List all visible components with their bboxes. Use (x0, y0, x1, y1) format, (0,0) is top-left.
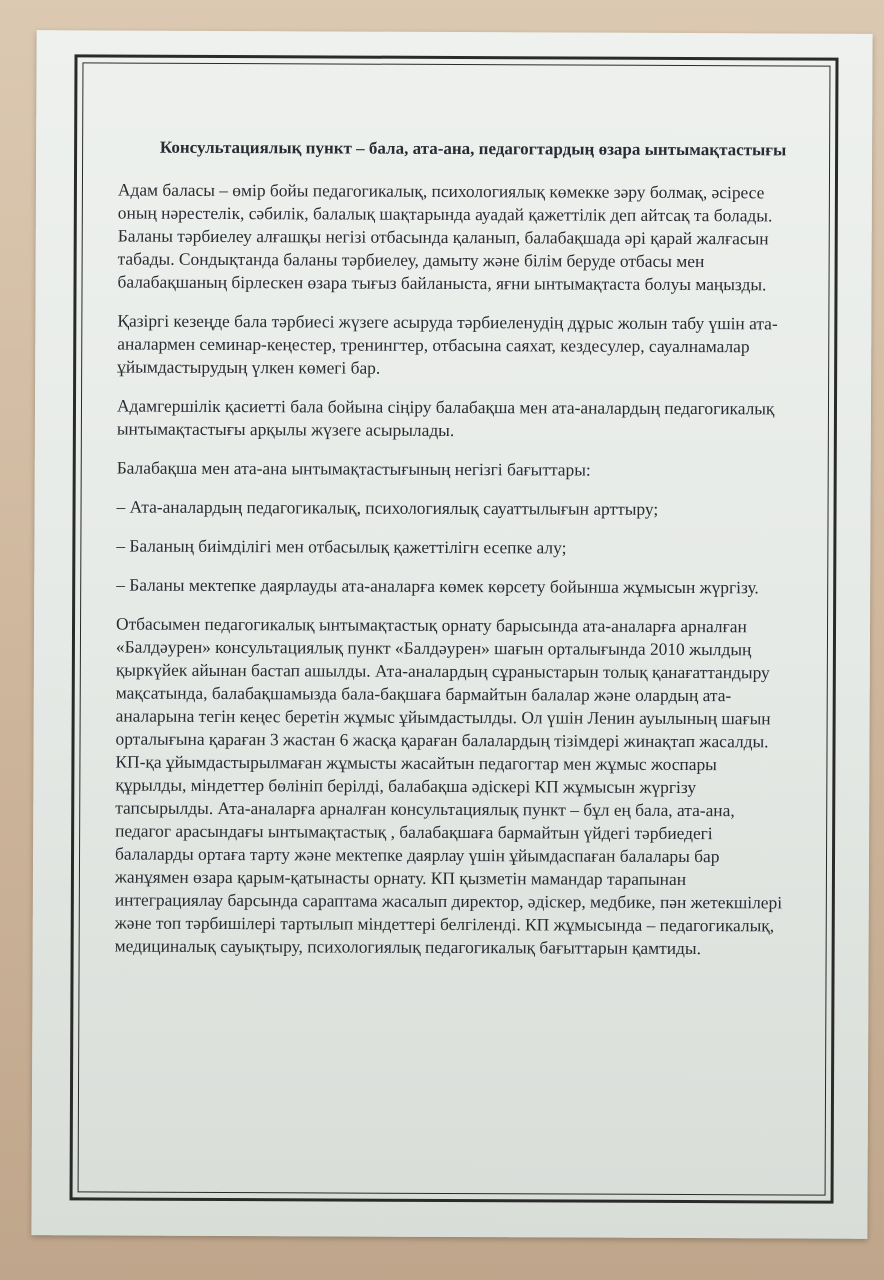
list-item: – Баланың биімділігі мен отбасылық қажеттілігн есепке алу; (116, 535, 567, 558)
paragraph-intro: Адам баласы – өмір бойы педагогикалық, психологиялық көмекке зәру болмақ, әсіресе оның нәрестелік, сәбилік, балалық шақтарында ауадай қажеттілік деп айтсақ та болады. Баланы тәрбиелеу алғашқы негізі отбасында қаланып, балабақшада әрі қарай жалғасын табады. Сондықтанда баланы тәрбиелеу, дамыту және білім беруде отбасы мен балабақшаның бірлескен өзара тығыз байланыста, яғни ынтымақтаста болуы маңызды. (117, 179, 773, 295)
paragraph-directions-heading: Балабақша мен ата-ана ынтымақтастығының негізгі бағыттары: (116, 457, 591, 480)
list-item: – Ата-аналардың педагогикалық, психологиялық сауаттылығын арттыру; (116, 496, 659, 519)
paragraph-consultation-point: Отбасымен педагогикалық ынтымақтастық орнату барысында ата-аналарға арналған «Балдәурен» консультациялық пункт «Балдәурен» шағын орталығында 2010 жылдың қыркүйек айынан бастап ашылды. Ата-аналардың сұраныстарын толық қанағаттандыру мақсатында, балабақшамызда бала-бақшаға бармайтын балалар және олардың ата-аналарына тегін кеңес беретін жұмыс ұйымдастылды. Ол үшін Ленин ауылының шағын орталығына қараған 3 жастан 6 жасқа қараған балалардың тізімдері жинақтап жасалды. КП-қа ұйымдастырылмаған жұмысты жасайтын педагогтар мен жұмыс жоспары құрылды, міндеттер бөлініп берілді, балабақша әдіскері КП жұмысын жүргізу тапсырылды. Ата-аналарға арналған консультациялық пункт – бұл ең бала, ата-ана, педагог арасындағы ынтымақтастық , балабақшаға бармайтын үйдегі тәрбиедегі балаларды ортаға тарту және мектепке даярлау үшін ұйымдаспаған балалары бар жанұямен өзара қарым-қатынасты орнату. КП қызметін мамандар тарапынан интеграциялау барсында сараптама жасалып директор, әдіскер, медбике, пән жетекшілері және топ тәрбишілері тартылып міндеттері белгіленді. КП жұмысында – педагогикалық, медициналық сауықтыру, психологиялық педагогикалық бағыттарын қамтиды. (114, 613, 783, 959)
document-title: Консультациялық пункт – бала, ата-ана, педагогтардың өзара ынтымақтастығы (159, 137, 787, 160)
document-body (115, 137, 789, 977)
paragraph-moral: Адамгершілік қасиетті бала бойына сіңіру балабақша мен ата-аналардың педагогикалық ынтымақтастығы арқылы жүзеге асырылады. (116, 395, 775, 441)
list-item: – Баланы мектепке даярлауды ата-аналарға көмек көрсету бойынша жұмысын жүргізу. (116, 574, 759, 598)
paragraph-methods: Қазіргі кезеңде бала тәрбиесі жүзеге асыруда тәрбиеленудің дұрыс жолын табу үшін ата-аналармен семинар-кеңестер, тренингтер, отбасына саяхат, кездесулер, сауалнамалар ұйымдастырудың үлкен көмегі бар. (117, 310, 778, 378)
paper-sheet (31, 30, 872, 1239)
